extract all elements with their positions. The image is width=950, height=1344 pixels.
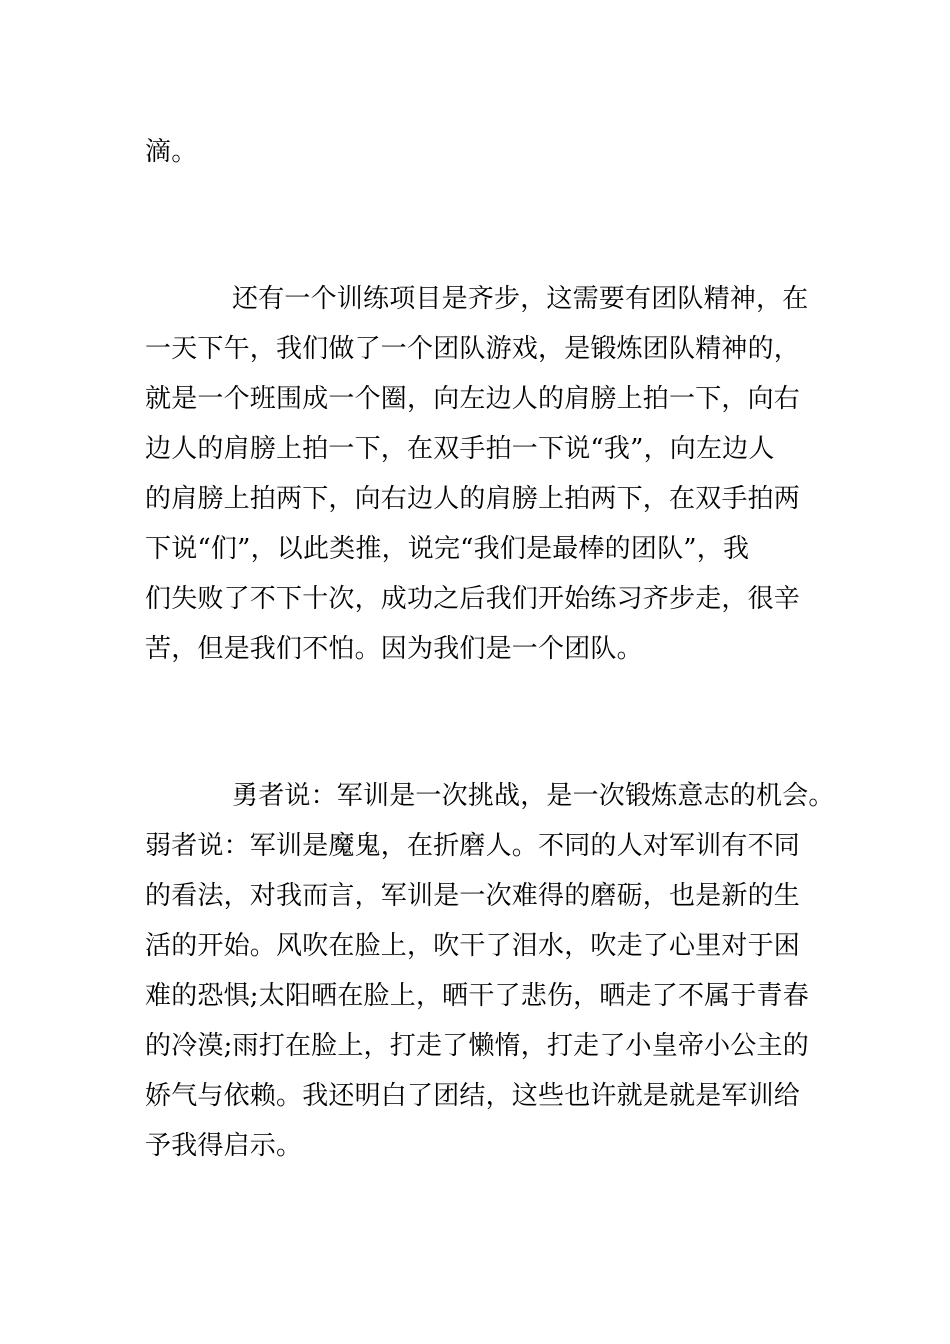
paragraph-line: 活的开始。风吹在脸上，吹干了泪水，吹走了心里对于困 bbox=[145, 931, 801, 961]
paragraph-line: 的看法，对我而言，军训是一次难得的磨砺，也是新的生 bbox=[145, 881, 801, 911]
paragraph-line: 下说“们”，以此类推，说完“我们是最棒的团队”，我 bbox=[145, 534, 750, 564]
paragraph-line: 予我得启示。 bbox=[145, 1131, 303, 1161]
paragraph-line: 一天下午，我们做了一个团队游戏，是锻炼团队精神的， bbox=[145, 334, 801, 364]
paragraph-line: 的肩膀上拍两下，向右边人的肩膀上拍两下，在双手拍两 bbox=[145, 484, 801, 514]
paragraph-line: 边人的肩膀上拍一下，在双手拍一下说“我”，向左边人 bbox=[145, 434, 775, 464]
paragraph-line: 还有一个训练项目是齐步，这需要有团队精神，在 bbox=[232, 284, 809, 314]
paragraph-line: 娇气与依赖。我还明白了团结，这些也许就是就是军训给 bbox=[145, 1081, 801, 1111]
paragraph-line: 苦，但是我们不怕。因为我们是一个团队。 bbox=[145, 634, 643, 664]
paragraph-line: 就是一个班围成一个圈，向左边人的肩膀上拍一下，向右 bbox=[145, 384, 801, 414]
paragraph-line: 的冷漠;雨打在脸上，打走了懒惰，打走了小皇帝小公主的 bbox=[145, 1031, 809, 1061]
paragraph-line: 难的恐惧;太阳晒在脸上，晒干了悲伤，晒走了不属于青春 bbox=[145, 981, 809, 1011]
paragraph-line: 弱者说：军训是魔鬼，在折磨人。不同的人对军训有不同 bbox=[145, 831, 801, 861]
text-fragment-top: 滴。 bbox=[145, 137, 198, 167]
paragraph-line: 们失败了不下十次，成功之后我们开始练习齐步走，很辛 bbox=[145, 584, 801, 614]
paragraph-line: 勇者说：军训是一次挑战，是一次锻炼意志的机会。 bbox=[232, 781, 835, 811]
